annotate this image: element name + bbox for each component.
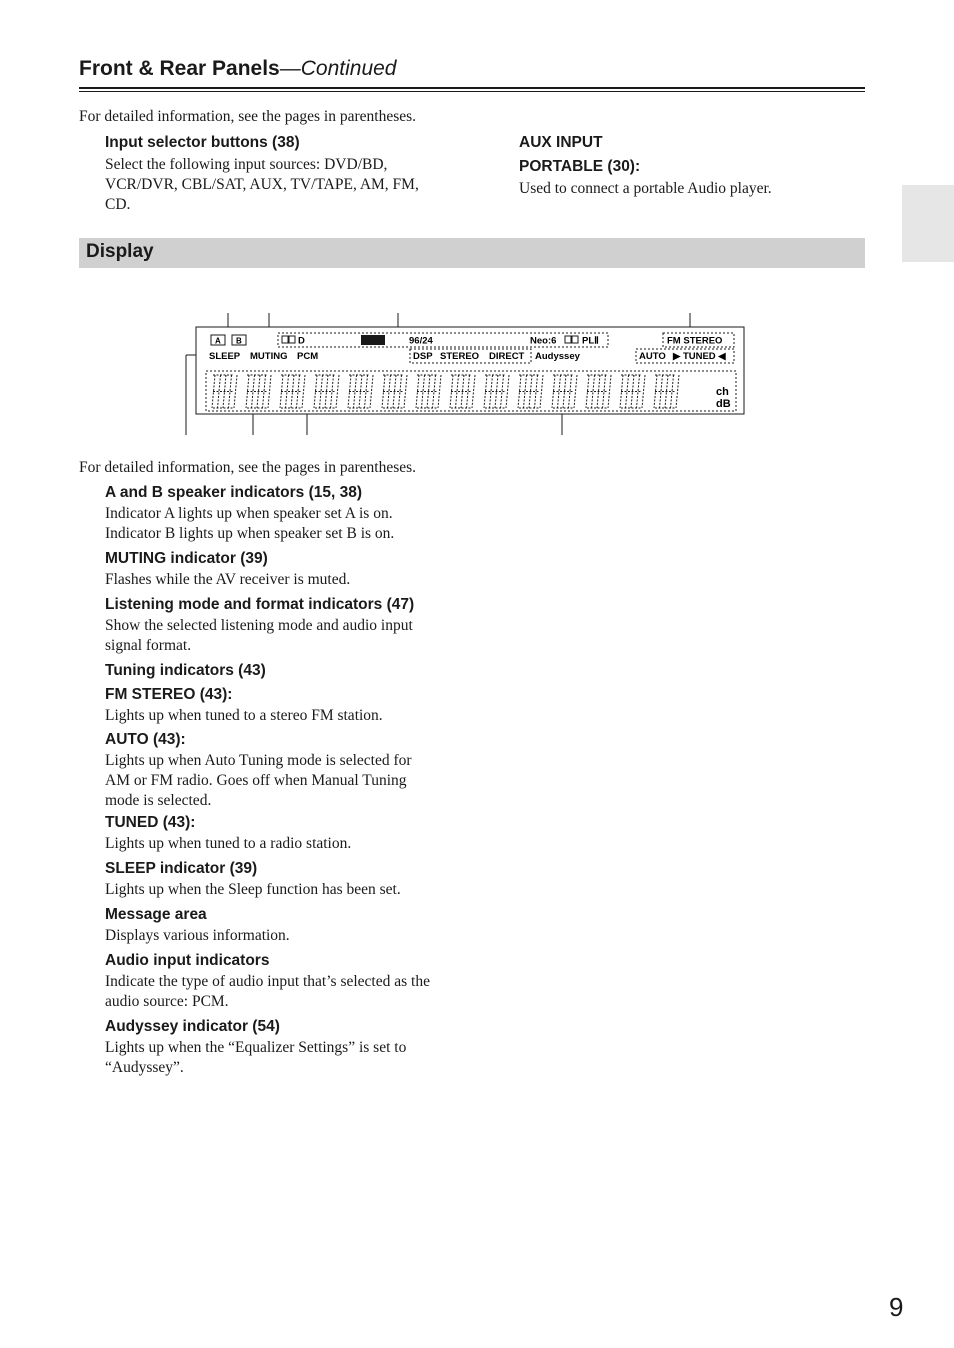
input-selector-heading: Input selector buttons (38) [105, 134, 300, 151]
rate-label: 96/24 [409, 335, 433, 347]
muting-label: MUTING [250, 351, 288, 362]
item-line: Lights up when tuned to a radio station. [105, 835, 352, 852]
portable-text: Used to connect a portable Audio player. [519, 180, 772, 197]
direct-label: DIRECT [489, 351, 525, 362]
auto-label: AUTO [639, 351, 666, 362]
item-heading: Tuning indicators (43) [105, 662, 266, 679]
speaker-a-label: A [215, 336, 221, 346]
sleep-label: SLEEP [209, 351, 241, 362]
top-intro: For detailed information, see the pages in parentheses. [79, 108, 417, 125]
neo6-label: Neo:6 [530, 335, 557, 347]
item-heading: TUNED (43): [105, 814, 196, 831]
speaker-b-label: B [236, 336, 242, 346]
item-line: “Audyssey”. [105, 1059, 184, 1076]
section-bar-display [79, 238, 865, 268]
item-line: Lights up when the “Equalizer Settings” is set to [105, 1039, 407, 1056]
item-heading: AUTO (43): [105, 731, 186, 748]
item-heading: Audyssey indicator (54) [105, 1018, 280, 1035]
item-heading: SLEEP indicator (39) [105, 860, 258, 877]
audyssey-label: Audyssey [535, 351, 580, 362]
header-rule [79, 87, 865, 89]
bottom-intro: For detailed information, see the pages in parentheses. [79, 459, 417, 476]
item-line: signal format. [105, 637, 192, 654]
item-line: mode is selected. [105, 792, 212, 809]
dsp-label: DSP [413, 351, 433, 362]
item-line: Displays various information. [105, 927, 290, 944]
db-label: dB [716, 398, 731, 410]
portable-heading: PORTABLE (30): [519, 158, 641, 175]
page-tab-marker [902, 185, 954, 262]
dts-icon [361, 335, 385, 345]
item-heading: FM STEREO (43): [105, 686, 233, 703]
dolby-d-label: D [298, 335, 305, 347]
ch-label: ch [716, 386, 729, 398]
item-line: Indicator B lights up when speaker set B is on. [105, 525, 395, 542]
stereo-label: STEREO [440, 351, 480, 362]
item-heading: Listening mode and format indicators (47) [105, 596, 415, 613]
text-line: VCR/DVR, CBL/SAT, AUX, TV/TAPE, AM, FM, [105, 176, 419, 193]
aux-input-heading: AUX INPUT [519, 134, 603, 151]
page-number: 9 [889, 1292, 904, 1322]
item-line: AM or FM radio. Goes off when Manual Tuning [105, 772, 407, 789]
item-heading: MUTING indicator (39) [105, 550, 268, 567]
item-heading: Audio input indicators [105, 952, 270, 969]
item-line: Show the selected listening mode and audio input [105, 617, 413, 634]
tuned-label: ▶ TUNED ◀ [673, 351, 726, 362]
text-line: CD. [105, 196, 131, 213]
item-line: audio source: PCM. [105, 993, 229, 1010]
item-line: Lights up when Auto Tuning mode is selected for [105, 752, 412, 769]
text-line: Select the following input sources: DVD/BD, [105, 156, 388, 173]
pcm-label: PCM [297, 351, 319, 362]
page-title-main: Front & Rear Panels [79, 57, 280, 80]
item-heading: Message area [105, 906, 207, 923]
item-heading: A and B speaker indicators (15, 38) [105, 484, 362, 501]
item-line: Indicator A lights up when speaker set A is on. [105, 505, 393, 522]
item-line: Indicate the type of audio input that’s selected as the [105, 973, 430, 990]
page-title-suffix: —Continued [279, 57, 397, 80]
input-selector-text [105, 155, 465, 215]
page-title [79, 57, 396, 81]
pl2-label: PLⅡ [582, 335, 599, 347]
header-rule-thin [79, 91, 865, 92]
item-line: Lights up when the Sleep function has been set. [105, 881, 401, 898]
fm-stereo-label: FM STEREO [667, 335, 723, 347]
item-line: Lights up when tuned to a stereo FM station. [105, 707, 383, 724]
section-title: Display [86, 241, 154, 262]
item-line: Flashes while the AV receiver is muted. [105, 571, 351, 588]
indicator-list [105, 484, 465, 1078]
display-diagram [180, 305, 760, 440]
